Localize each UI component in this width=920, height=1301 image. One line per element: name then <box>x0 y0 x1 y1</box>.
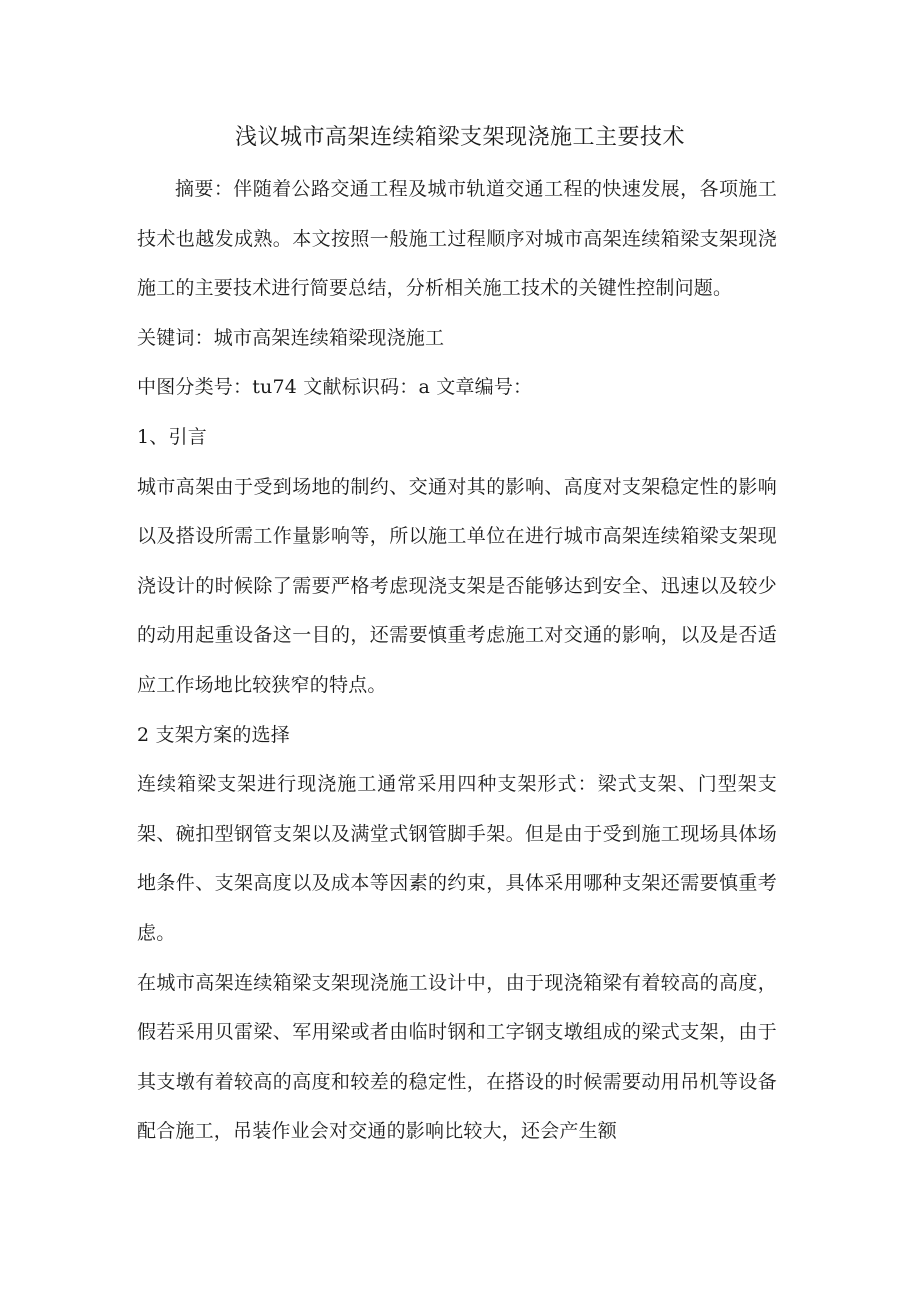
scaffold-selection-paragraph-1: 连续箱梁支架进行现浇施工通常采用四种支架形式：梁式支架、门型架支架、碗扣型钢管支架以及满堂式钢管脚手架。但是由于受到施工现场具体场地条件、支架高度以及成本等因素的约束，具体采用哪种支架还需要慎重考虑。 <box>137 773 777 944</box>
classification-line: 中图分类号：tu74 文献标识码：a 文章编号： <box>137 376 533 399</box>
section-heading-introduction: 1、引言 <box>137 425 207 448</box>
introduction-paragraph: 城市高架由于受到场地的制约、交通对其的影响、高度对支架稳定性的影响以及搭设所需工作量影响等，所以施工单位在进行城市高架连续箱梁支架现浇设计的时候除了需要严格考虑现浇支架是否能够达到安全、迅速以及较少的动用起重设备这一目的，还需要慎重考虑施工对交通的影响，以及是否适应工作场地比较狭窄的特点。 <box>137 475 777 696</box>
section-heading-scaffold-selection: 2 支架方案的选择 <box>137 723 290 746</box>
scaffold-selection-paragraph-2: 在城市高架连续箱梁支架现浇施工设计中，由于现浇箱梁有着较高的高度，假若采用贝雷梁、军用梁或者由临时钢和工字钢支墩组成的梁式支架，由于其支墩有着较高的高度和较差的稳定性，在搭设的时候需要动用吊机等设备配合施工，吊装作业会对交通的影响比较大，还会产生额 <box>137 971 777 1143</box>
keywords-line: 关键词：城市高架连续箱梁现浇施工 <box>137 326 445 349</box>
document-body <box>137 165 777 1157</box>
document-title: 浅议城市高架连续箱梁支架现浇施工主要技术 <box>234 125 685 150</box>
abstract-paragraph: 摘要：伴随着公路交通工程及城市轨道交通工程的快速发展，各项施工技术也越发成熟。本文按照一般施工过程顺序对城市高架连续箱梁支架现浇施工的主要技术进行简要总结，分析相关施工技术的关键性控制问题。 <box>137 178 777 300</box>
